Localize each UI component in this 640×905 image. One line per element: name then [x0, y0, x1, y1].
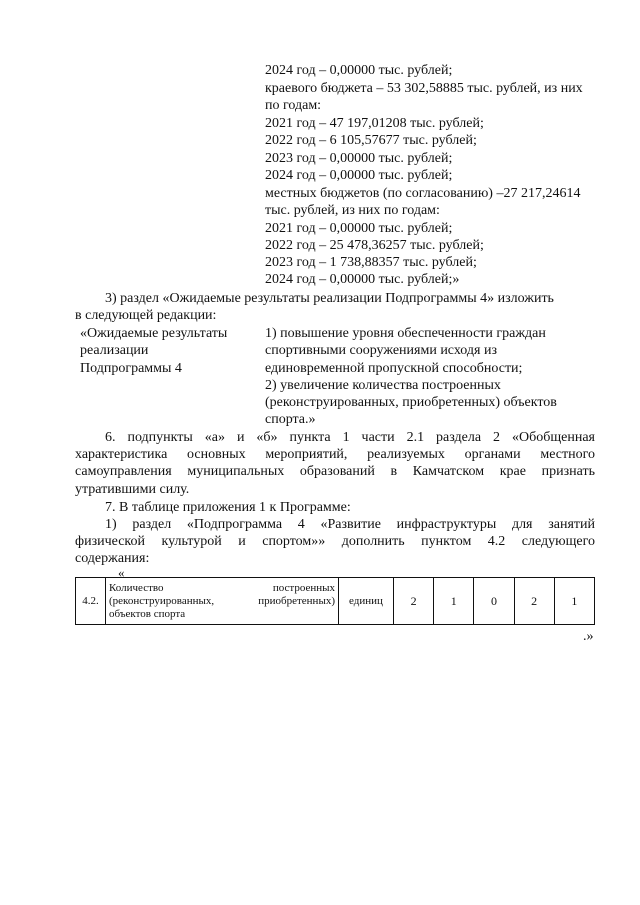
budget-line: 2023 год – 1 738,88357 тыс. рублей;	[265, 255, 477, 270]
table-cell-name-line: Количество построенных	[109, 581, 335, 594]
item6-line: характеристика основных мероприятий, реализуемых органами местного	[75, 447, 595, 462]
table-cell-name-line: объектов спорта	[109, 607, 186, 620]
table-cell-unit: единиц	[339, 578, 394, 625]
results-right-line: (реконструированных, приобретенных) объектов	[265, 395, 557, 410]
budget-line: 2024 год – 0,00000 тыс. рублей;»	[265, 272, 460, 287]
results-left-line: реализации	[80, 343, 149, 358]
item6-line: самоуправления муниципальных образований в Камчатском крае признать	[75, 464, 595, 479]
item3-line: 3) раздел «Ожидаемые результаты реализации Подпрограммы 4» изложить	[105, 291, 554, 306]
item7-1-line: содержания:	[75, 551, 150, 566]
open-quote: «	[118, 565, 125, 580]
budget-line: 2022 год – 6 105,57677 тыс. рублей;	[265, 133, 477, 148]
budget-line: 2021 год – 47 197,01208 тыс. рублей;	[265, 116, 484, 131]
indicator-table	[75, 577, 595, 625]
table-cell-number: 4.2.	[76, 578, 106, 625]
budget-line: 2023 год – 0,00000 тыс. рублей;	[265, 151, 453, 166]
item3-line: в следующей редакции:	[75, 308, 217, 323]
budget-line: 2021 год – 0,00000 тыс. рублей;	[265, 221, 453, 236]
results-right-line: спортивными сооружениями исходя из	[265, 343, 497, 358]
item6-line: 6. подпункты «а» и «б» пункта 1 части 2.1 раздела 2 «Обобщенная	[105, 430, 595, 445]
results-right-line: 1) повышение уровня обеспеченности граждан	[265, 326, 546, 341]
close-quote: .»	[583, 629, 594, 644]
table-cell-value: 1	[554, 578, 594, 625]
item6-line: утратившими силу.	[75, 482, 190, 497]
results-right-line: спорта.»	[265, 412, 316, 427]
budget-line: 2024 год – 0,00000 тыс. рублей;	[265, 63, 453, 78]
table-cell-value: 1	[434, 578, 474, 625]
budget-line: местных бюджетов (по согласованию) –27 217,24614	[265, 186, 581, 201]
budget-line: 2024 год – 0,00000 тыс. рублей;	[265, 168, 453, 183]
budget-line: 2022 год – 25 478,36257 тыс. рублей;	[265, 238, 484, 253]
results-left-line: «Ожидаемые результаты	[80, 326, 228, 341]
table-cell-value: 0	[474, 578, 514, 625]
budget-line: по годам:	[265, 98, 322, 113]
table-row	[76, 578, 595, 625]
results-left-line: Подпрограммы 4	[80, 361, 182, 376]
budget-line: тыс. рублей, из них по годам:	[265, 203, 440, 218]
item7-line: 7. В таблице приложения 1 к Программе:	[105, 500, 351, 515]
item7-1-line: физической культурой и спортом»» дополнить пунктом 4.2 следующего	[75, 534, 595, 549]
table-cell-value: 2	[514, 578, 554, 625]
budget-line: краевого бюджета – 53 302,58885 тыс. рублей, из них	[265, 81, 583, 96]
table-cell-name-line: (реконструированных, приобретенных)	[109, 594, 335, 607]
table-cell-name	[106, 578, 339, 625]
results-right-line: единовременной пропускной способности;	[265, 361, 523, 376]
table-cell-value: 2	[394, 578, 434, 625]
results-right-line: 2) увеличение количества построенных	[265, 378, 501, 393]
item7-1-line: 1) раздел «Подпрограмма 4 «Развитие инфраструктуры для занятий	[105, 517, 595, 532]
